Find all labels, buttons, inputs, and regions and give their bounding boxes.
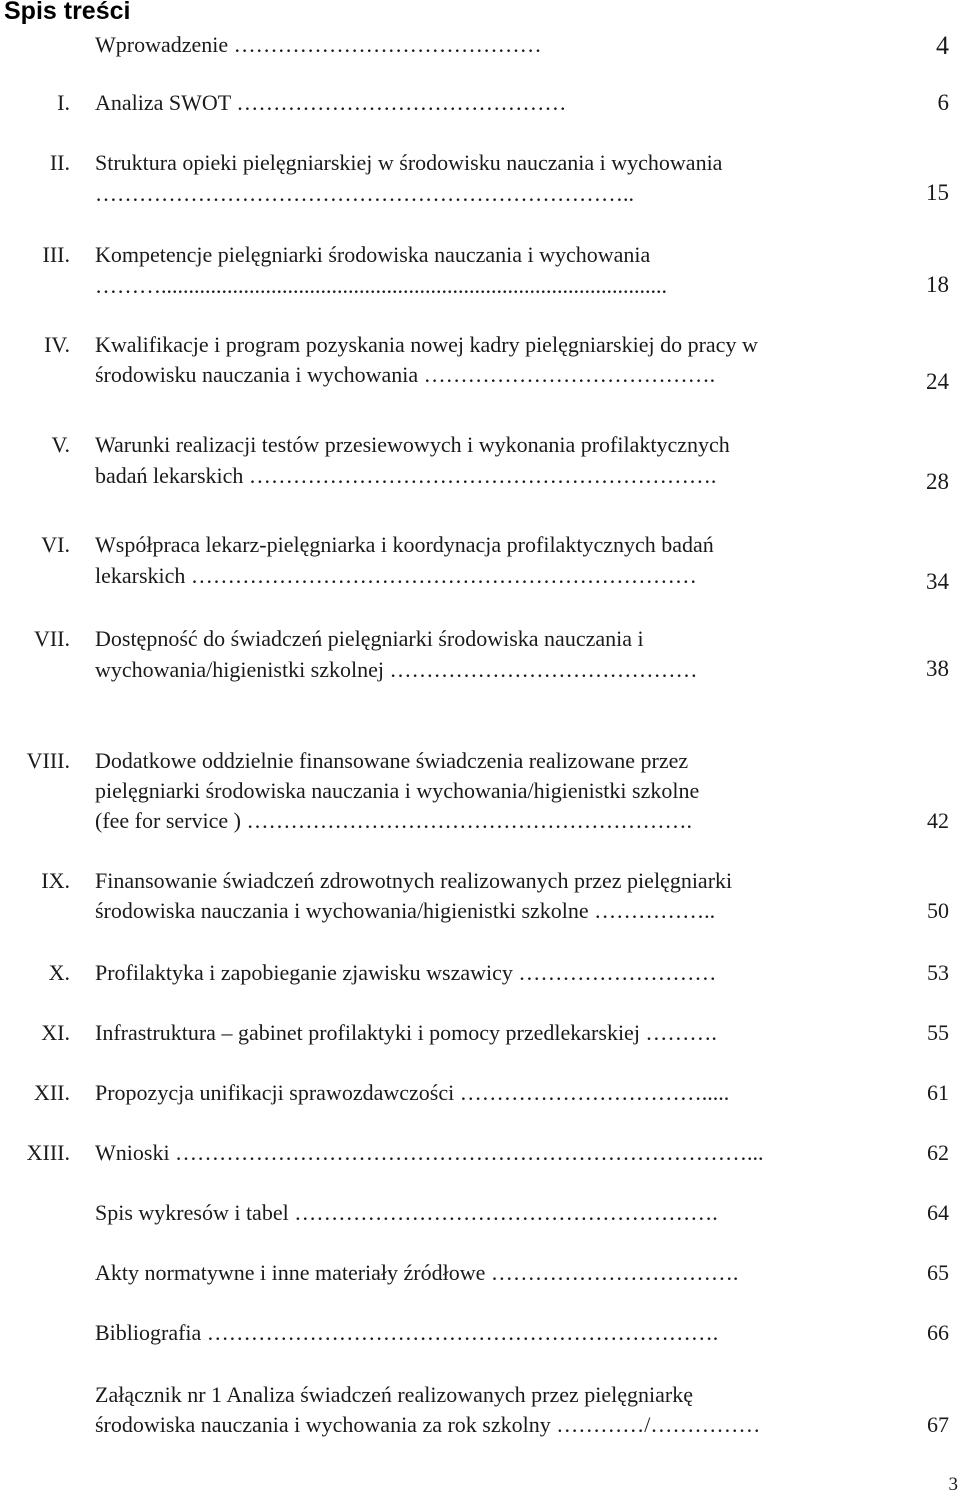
toc-heading: Spis treści	[4, 0, 131, 25]
toc-entry-page-number: 50	[927, 898, 949, 923]
toc-entry-title-line: (fee for service ) …………………………………………………….	[95, 808, 692, 833]
toc-entry-number: X.	[48, 960, 70, 985]
toc-entry-title-line: Wnioski ……………………………………………………………………...	[95, 1140, 764, 1165]
toc-entry-page-number: 65	[927, 1260, 949, 1285]
toc-entry-page-number: 53	[927, 960, 949, 985]
toc-entry-title-line: Struktura opieki pielęgniarskiej w środowisku nauczania i wychowania	[95, 150, 723, 175]
toc-entry-title-line: środowisku nauczania i wychowania ………………………………….	[95, 362, 716, 387]
toc-entry-title-line: ………............................................................................................	[95, 273, 667, 298]
toc-entry-page-number: 66	[927, 1320, 949, 1345]
toc-entry-title-line: środowiska nauczania i wychowania/higienistki szkolne ……………..	[95, 898, 716, 923]
toc-entry-title-line: Dostępność do świadczeń pielęgniarki środowiska nauczania i	[95, 626, 644, 651]
toc-entry-title-line: Współpraca lekarz-pielęgniarka i koordynacja profilaktycznych badań	[95, 532, 714, 557]
toc-entry-page-number: 55	[927, 1020, 949, 1045]
toc-entry-title-line: Załącznik nr 1 Analiza świadczeń realizowanych przez pielęgniarkę	[95, 1382, 693, 1407]
toc-entry-number: VI.	[41, 532, 70, 557]
toc-entry-title-line: Profilaktyka i zapobieganie zjawisku wszawicy ………………………	[95, 960, 717, 985]
toc-entry-number: II.	[49, 150, 70, 175]
toc-entry-title-line: Kompetencje pielęgniarki środowiska nauczania i wychowania	[95, 242, 651, 267]
toc-entry-number: IX.	[41, 868, 70, 893]
page-number: 3	[948, 1474, 958, 1495]
toc-entry-title-line: Propozycja unifikacji sprawozdawczości …………………………….....	[95, 1080, 730, 1105]
toc-entry-number: XIII.	[26, 1140, 70, 1165]
toc-entry-title-line: Warunki realizacji testów przesiewowych i wykonania profilaktycznych	[95, 432, 730, 457]
toc-entry-page-number: 4	[936, 31, 949, 60]
toc-entry-page-number: 24	[926, 369, 949, 394]
toc-entry-title-line: Bibliografia …………………………………………………………….	[95, 1320, 719, 1345]
toc-entry-title-line: środowiska nauczania i wychowania za rok szkolny …………/……………	[95, 1412, 761, 1437]
toc-entry-title-line: pielęgniarki środowiska nauczania i wychowania/higienistki szkolne	[95, 778, 700, 803]
toc-entry-number: XI.	[41, 1020, 70, 1045]
toc-entry-page-number: 64	[927, 1200, 949, 1225]
toc-entry-number: XII.	[33, 1080, 70, 1105]
toc-entry-page-number: 15	[926, 180, 949, 205]
toc-entry-number: I.	[57, 90, 70, 115]
toc-entry-page-number: 28	[926, 469, 949, 494]
toc-entry-title-line: ………………………………………………………………..	[95, 181, 634, 206]
toc-entry-page-number: 6	[937, 90, 949, 115]
toc-entry-title-line: Analiza SWOT ………………………………………	[95, 90, 567, 115]
toc-entry-page-number: 34	[926, 569, 949, 594]
toc-entry-title-line: wychowania/higienistki szkolnej ……………………………………	[95, 657, 698, 682]
toc-entry-title-line: badań lekarskich ……………………………………………………….	[95, 463, 717, 488]
toc-entry-number: VII.	[33, 626, 70, 651]
toc-entry-title-line: Akty normatywne i inne materiały źródłowe …………………………….	[95, 1260, 739, 1285]
toc-entry-page-number: 62	[927, 1140, 949, 1165]
toc-entry-page-number: 18	[926, 272, 949, 297]
toc-entry-page-number: 42	[927, 808, 949, 833]
toc-entry-number: V.	[51, 432, 70, 457]
toc-entry-title-line: Kwalifikacje i program pozyskania nowej kadry pielęgniarskiej do pracy w	[95, 332, 758, 357]
toc-entry-title-line: lekarskich ……………………………………………………………	[95, 563, 697, 588]
toc-entry-title-line: Wprowadzenie ……………………………………	[95, 32, 542, 57]
toc-entry-title-line: Spis wykresów i tabel ………………………………………………….	[95, 1200, 718, 1225]
toc-entry-page-number: 67	[927, 1412, 949, 1437]
toc-entry-page-number: 61	[927, 1080, 949, 1105]
toc-entry-title-line: Finansowanie świadczeń zdrowotnych realizowanych przez pielęgniarki	[95, 868, 733, 893]
toc-entry-number: III.	[42, 242, 70, 267]
toc-entry-number: VIII.	[26, 748, 70, 773]
toc-entry-title-line: Infrastruktura – gabinet profilaktyki i pomocy przedlekarskiej ……….	[95, 1020, 717, 1045]
toc-entry-page-number: 38	[926, 656, 949, 681]
toc-entry-title-line: Dodatkowe oddzielnie finansowane świadczenia realizowane przez	[95, 748, 689, 773]
toc-entry-number: IV.	[44, 332, 70, 357]
